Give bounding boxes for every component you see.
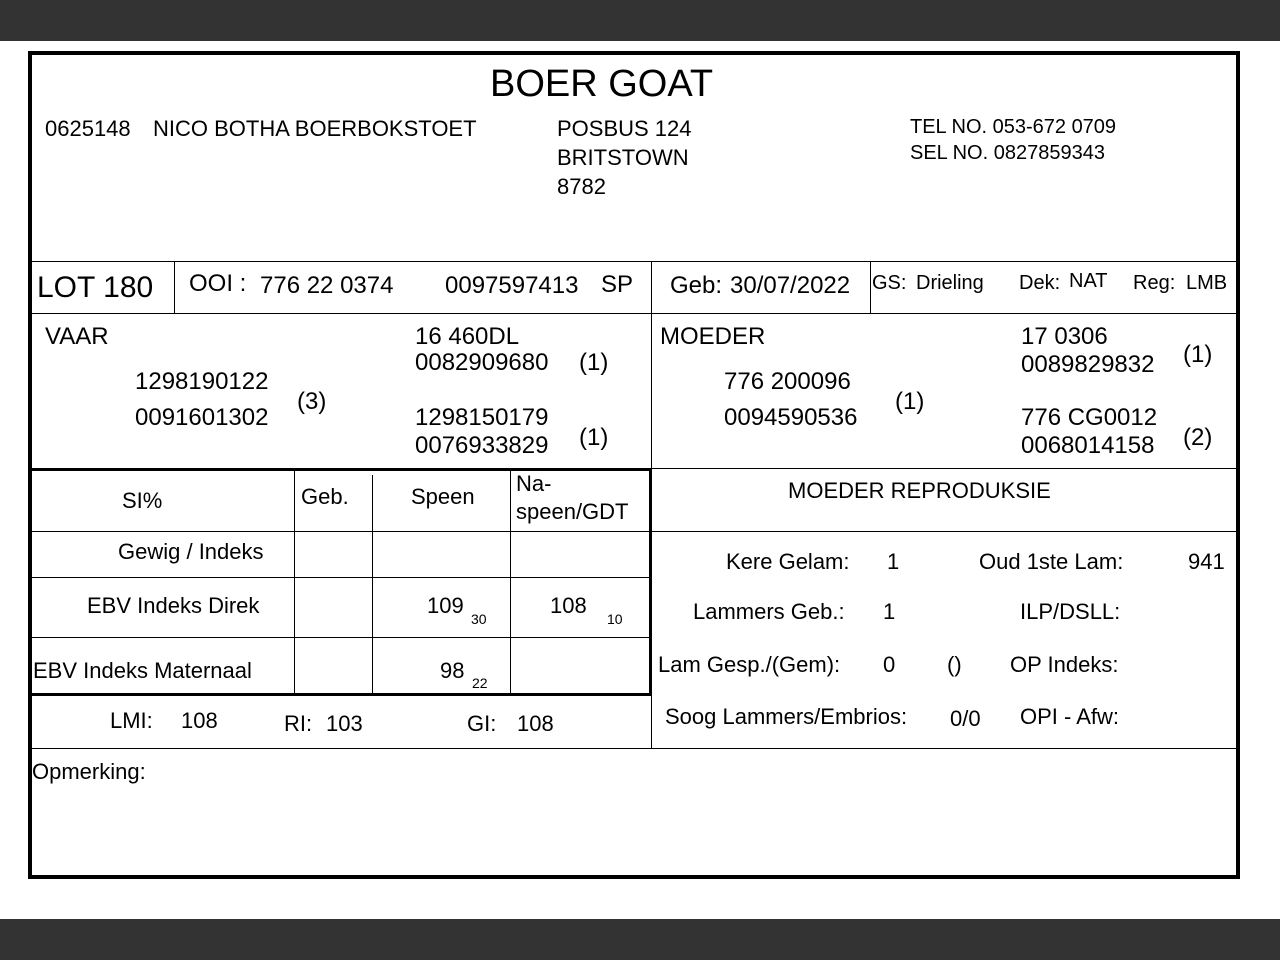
bottom-dark-bar <box>0 919 1280 960</box>
opi-afw-label: OPI - Afw: <box>1020 704 1120 729</box>
lmi-label: LMI: <box>110 708 153 733</box>
sire-id: 1298190122 <box>135 368 269 395</box>
dam-reg: 0094590536 <box>724 404 858 431</box>
row-label-ebv-direk: EBV Indeks Direk <box>87 593 260 618</box>
moeder-label: MOEDER <box>660 323 766 350</box>
address-line-1: POSBUS 124 <box>557 116 692 141</box>
si-header: SI% <box>122 488 163 513</box>
ebv-direk-speen: 109 <box>427 593 464 618</box>
oud-1ste-lam-label: Oud 1ste Lam: <box>979 549 1124 574</box>
si-table-bottom-border <box>32 693 652 696</box>
top-dark-bar <box>0 0 1280 41</box>
si-col-divider <box>510 470 511 694</box>
sire-sire-reg: 0082909680 <box>415 349 549 376</box>
ilp-dsll-label: ILP/DSLL: <box>1020 599 1121 624</box>
reg-value: LMB <box>1186 272 1228 294</box>
divider <box>174 261 175 313</box>
reproduction-title: MOEDER REPRODUKSIE <box>788 478 1051 503</box>
oud-1ste-lam-value: 941 <box>1188 549 1225 574</box>
gs-value: Drieling <box>916 272 984 294</box>
dam-dam-reg: 0068014158 <box>1021 432 1155 459</box>
sire-reg: 0091601302 <box>135 404 269 431</box>
indices-bottom-divider <box>32 748 1236 749</box>
ebv-direk-naspeen: 108 <box>550 593 587 618</box>
op-indeks-label: OP Indeks: <box>1010 652 1119 677</box>
geb-date: 30/07/2022 <box>730 272 851 299</box>
sire-count: (3) <box>297 388 327 415</box>
dam-id: 776 200096 <box>724 368 851 395</box>
kere-gelam-value: 1 <box>887 549 900 574</box>
row-label-gewig-indeks: Gewig / Indeks <box>118 539 264 564</box>
lot-number: LOT 180 <box>37 271 154 304</box>
row-label-ebv-maternaal: EBV Indeks Maternaal <box>33 658 252 683</box>
sire-dam-reg: 0076933829 <box>415 432 549 459</box>
dam-sire-count: (1) <box>1183 341 1213 368</box>
reg-label: Reg: <box>1133 272 1176 294</box>
lmi-value: 108 <box>181 708 218 733</box>
ri-label: RI: <box>284 711 313 736</box>
dek-label: Dek: <box>1019 272 1061 294</box>
lot-card <box>28 51 1240 879</box>
naspeen-header-line-2: speen/GDT <box>516 499 629 524</box>
sel-number: SEL NO. 0827859343 <box>910 142 1105 164</box>
ebv-direk-naspeen-sub: 10 <box>607 611 623 627</box>
dam-dam-count: (2) <box>1183 424 1213 451</box>
speen-header: Speen <box>411 484 475 509</box>
ooi-reg-number: 0097597413 <box>445 272 579 299</box>
ooi-label: OOI : <box>189 270 247 297</box>
opmerking-label: Opmerking: <box>32 759 146 784</box>
dam-sire-id: 17 0306 <box>1021 323 1108 350</box>
gs-label: GS: <box>872 272 907 294</box>
gi-label: GI: <box>467 711 497 736</box>
lam-gesp-value: 0 <box>883 652 896 677</box>
divider <box>870 261 871 313</box>
card-title: BOER GOAT <box>490 63 714 105</box>
dek-value: NAT <box>1069 270 1108 292</box>
kere-gelam-label: Kere Gelam: <box>726 549 850 574</box>
ebv-maternaal-speen: 98 <box>440 658 465 683</box>
sire-dam-count: (1) <box>579 424 609 451</box>
gi-value: 108 <box>517 711 554 736</box>
si-table-right-border <box>649 468 652 696</box>
header-divider <box>32 261 1236 262</box>
breeder-number: 0625148 <box>45 116 131 141</box>
sire-sire-count: (1) <box>579 349 609 376</box>
animal-row-divider <box>32 313 1236 314</box>
ri-value: 103 <box>326 711 363 736</box>
sp-marker: SP <box>601 271 634 298</box>
lammers-geb-label: Lammers Geb.: <box>693 599 845 624</box>
lam-gesp-gem-value: () <box>947 652 962 677</box>
lam-gesp-label: Lam Gesp./(Gem): <box>658 652 841 677</box>
dam-count: (1) <box>895 388 925 415</box>
tel-number: TEL NO. 053-672 0709 <box>910 116 1117 138</box>
sire-dam-id: 1298150179 <box>415 404 549 431</box>
si-col-divider <box>294 470 295 694</box>
naspeen-header-line-1: Na- <box>516 471 552 496</box>
dam-dam-id: 776 CG0012 <box>1021 404 1158 431</box>
si-header-divider <box>32 531 1236 532</box>
address-line-2: BRITSTOWN <box>557 145 689 170</box>
si-col-divider <box>372 475 373 694</box>
ebv-direk-speen-sub: 30 <box>471 611 487 627</box>
si-table-top-border <box>32 468 652 471</box>
soog-lammers-value: 0/0 <box>950 706 981 731</box>
sire-sire-id: 16 460DL <box>415 323 520 350</box>
vaar-label: VAAR <box>45 323 109 350</box>
ooi-id: 776 22 0374 <box>260 272 394 299</box>
breeder-name: NICO BOTHA BOERBOKSTOET <box>153 116 477 141</box>
soog-lammers-label: Soog Lammers/Embrios: <box>665 704 908 729</box>
geb-header: Geb. <box>301 484 349 509</box>
address-line-3: 8782 <box>557 174 606 199</box>
ebv-maternaal-speen-sub: 22 <box>472 675 488 691</box>
geb-label: Geb: <box>670 272 723 299</box>
dam-sire-reg: 0089829832 <box>1021 351 1155 378</box>
lammers-geb-value: 1 <box>883 599 896 624</box>
si-row-divider <box>32 637 650 638</box>
si-row-divider <box>32 577 650 578</box>
divider <box>651 261 652 313</box>
reproduction-top-border <box>652 468 1236 469</box>
